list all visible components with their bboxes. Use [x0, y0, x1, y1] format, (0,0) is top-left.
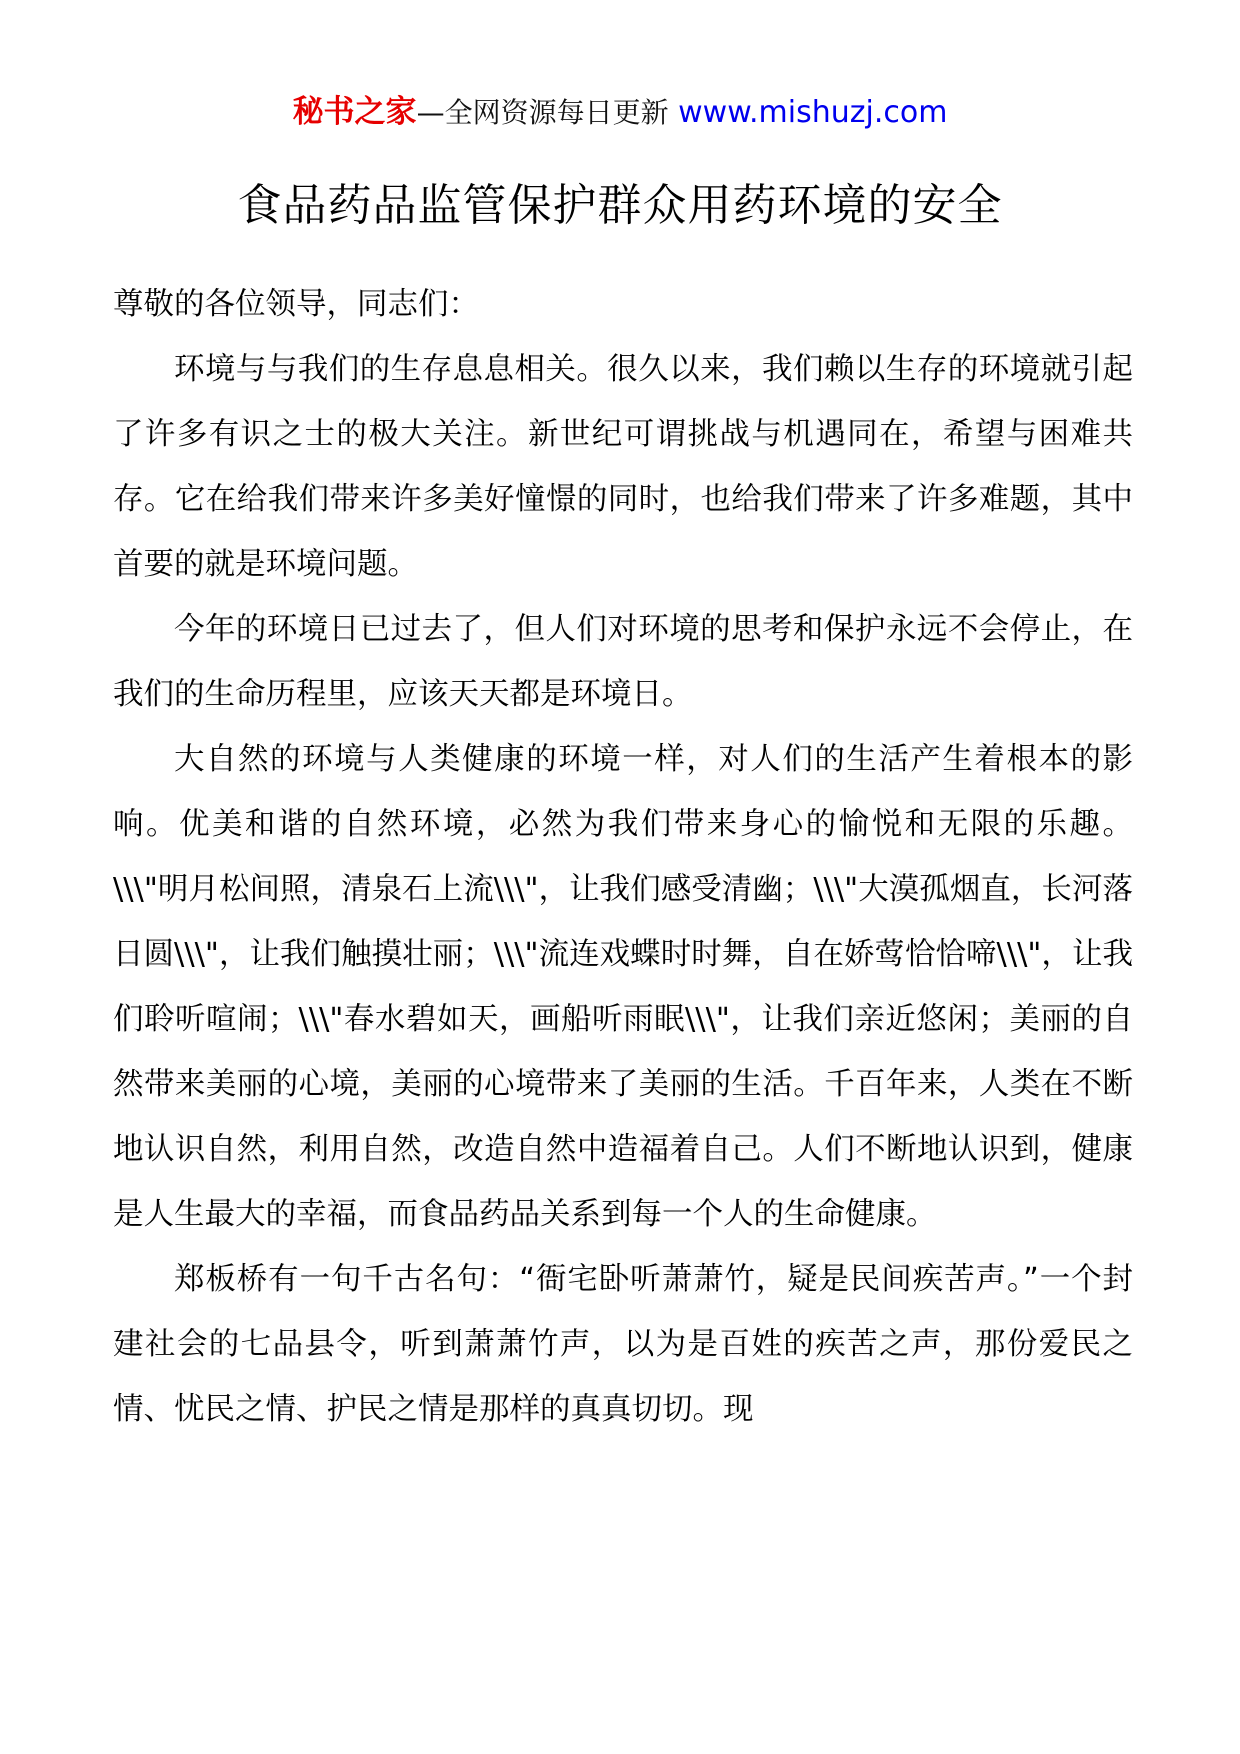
brand-name: 秘书之家	[292, 94, 417, 130]
paragraph: 今年的环境日已过去了，但人们对环境的思考和保护永远不会停止，在我们的生命历程里，应该天天都是环境日。	[113, 612, 1133, 712]
paragraph: 郑板桥有一句千古名句：“衙宅卧听萧萧竹，疑是民间疾苦声。”一个封建社会的七品县令，听到萧萧竹声，以为是百姓的疾苦之声，那份爱民之情、忧民之情、护民之情是那样的真真切切。现	[113, 1262, 1133, 1427]
site-url-link[interactable]: www.mishuzj.com	[678, 95, 948, 130]
header-tagline: —全网资源每日更新	[416, 96, 669, 129]
document-title: 食品药品监管保护群众用药环境的安全	[237, 180, 1003, 231]
site-header	[0, 92, 1240, 133]
document-body	[113, 272, 1133, 1442]
paragraph: 环境与与我们的生存息息相关。很久以来，我们赖以生存的环境就引起了许多有识之士的极大关注。新世纪可谓挑战与机遇同在，希望与困难共存。它在给我们带来许多美好憧憬的同时，也给我们带来了许多难题，其中首要的就是环境问题。	[113, 352, 1133, 582]
salutation: 尊敬的各位领导，同志们：	[113, 287, 479, 322]
paragraph: 大自然的环境与人类健康的环境一样，对人们的生活产生着根本的影响。优美和谐的自然环境，必然为我们带来身心的愉悦和无限的乐趣。\\\"明月松间照，清泉石上流\\\"，让我们感受清幽；\\\"大漠孤烟直，长河落日圆\\\"，让我们触摸壮丽；\\\"流连戏蝶时时舞，自在娇莺恰恰啼\\\"，让我们聆听喧闹；\\\"春水碧如天，画船听雨眠\\\"，让我们亲近悠闲；美丽的自然带来美丽的心境，美丽的心境带来了美丽的生活。千百年来，人类在不断地认识自然，利用自然，改造自然中造福着自己。人们不断地认识到，健康是人生最大的幸福，而食品药品关系到每一个人的生命健康。	[113, 742, 1133, 1232]
